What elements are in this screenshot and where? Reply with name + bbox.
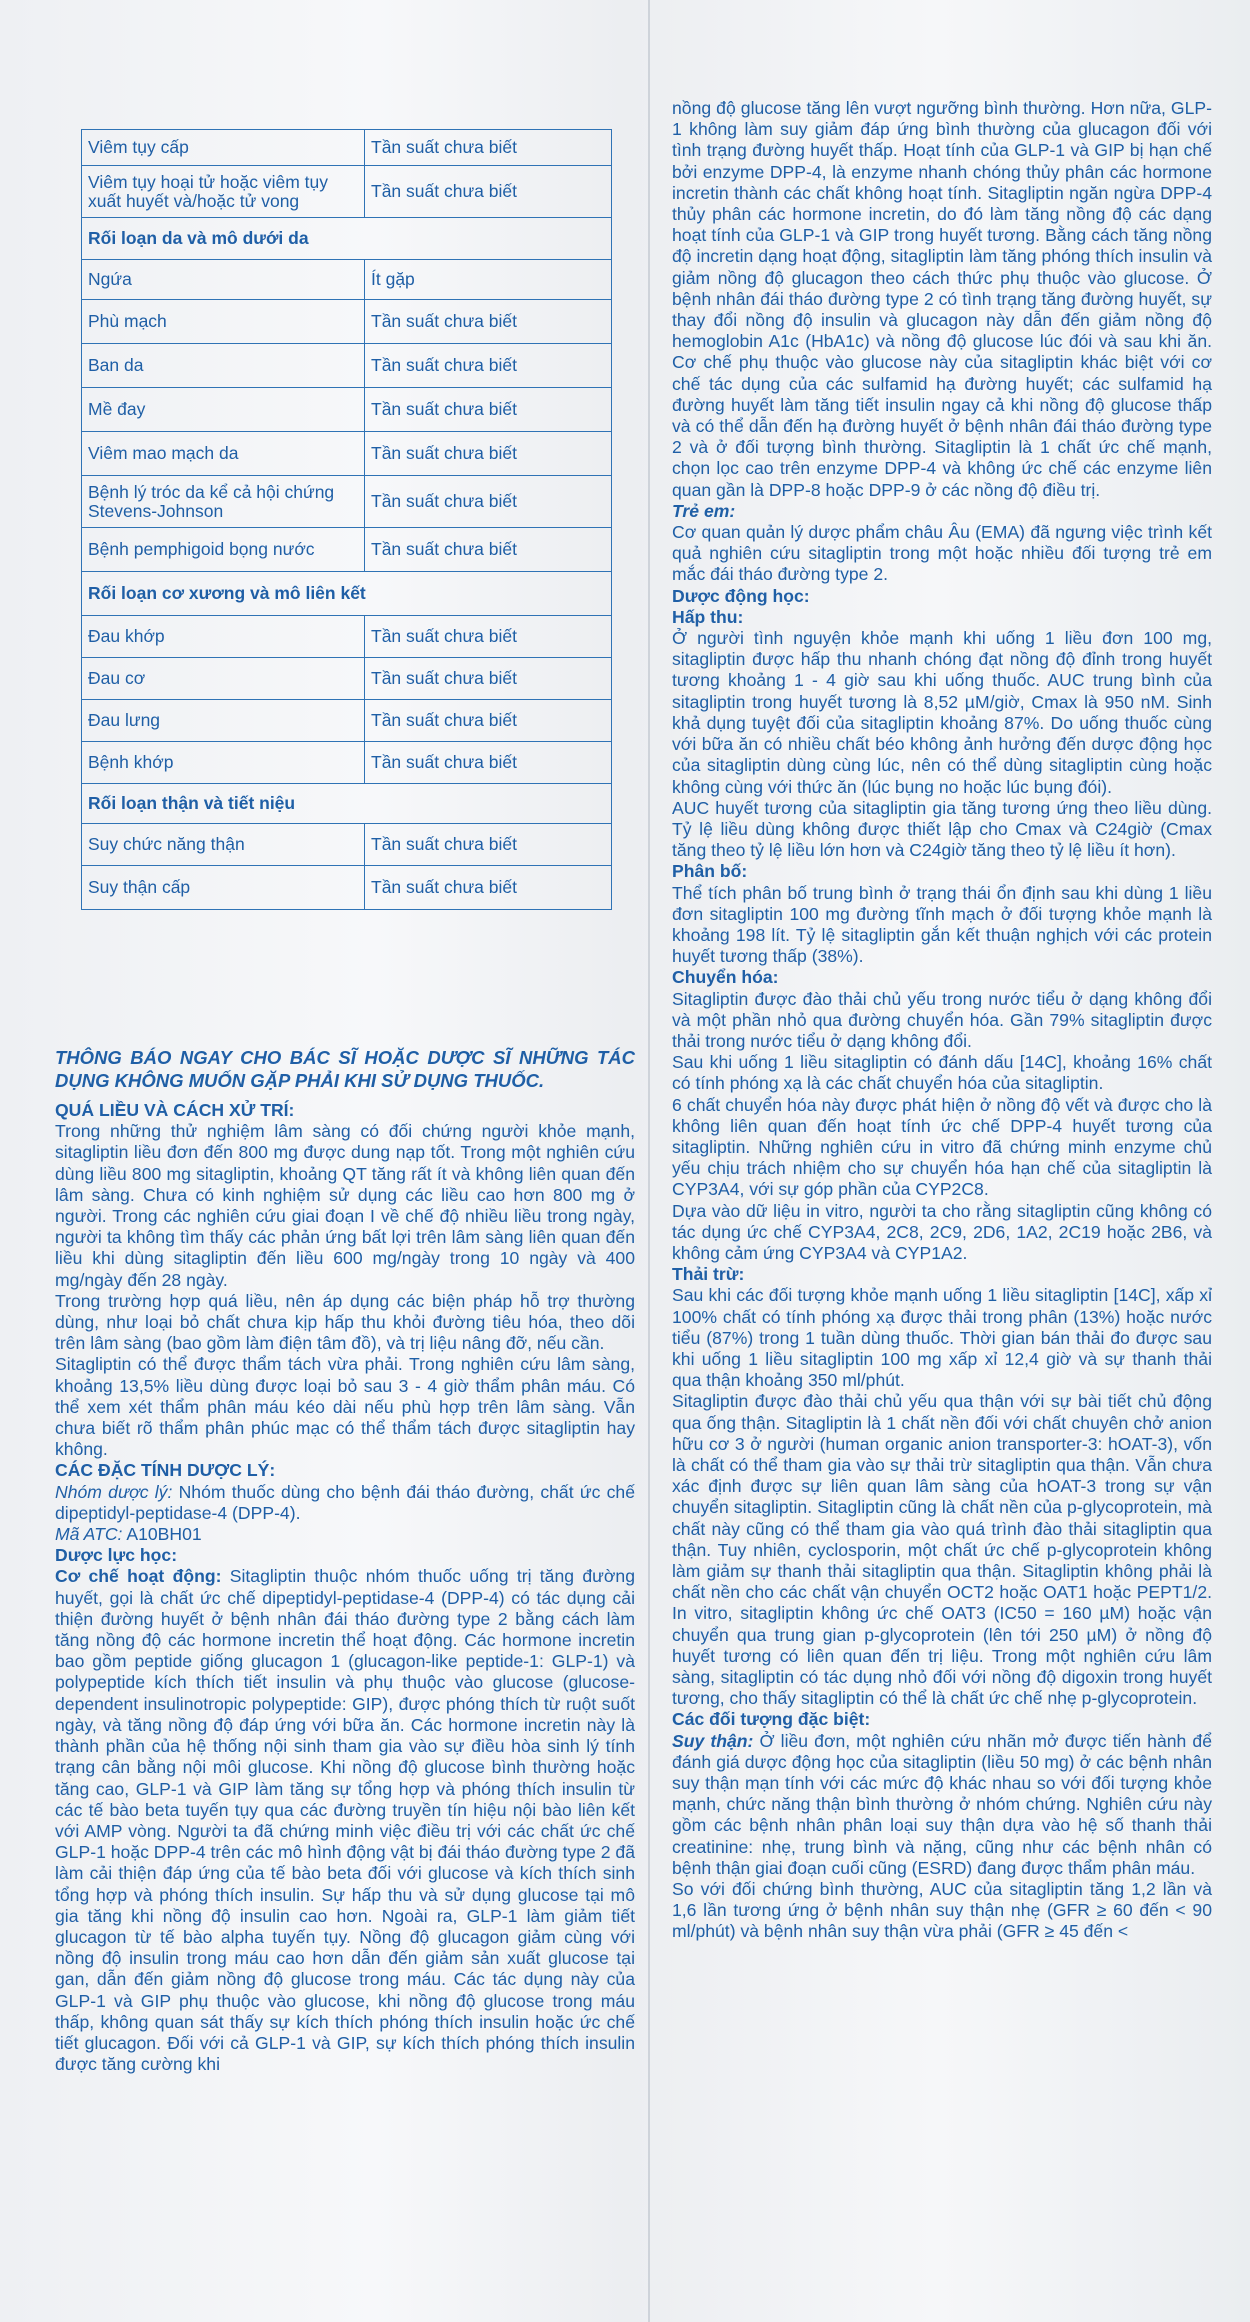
- absorption-heading: Hấp thu:: [672, 606, 744, 627]
- overdose-heading: QUÁ LIỀU VÀ CÁCH XỬ TRÍ:: [55, 1100, 295, 1120]
- adverse-effect-name: Viêm tụy hoại tử hoặc viêm tụy xuất huyết và/hoặc tử vong: [82, 166, 365, 218]
- adverse-effect-name: Đau cơ: [82, 658, 365, 700]
- section-title: Rối loạn da và mô dưới da: [82, 218, 612, 260]
- adverse-effect-name: Bệnh lý tróc da kể cả hội chứng Stevens-Johnson: [82, 476, 365, 528]
- frequency-cell: Ít gặp: [365, 260, 612, 300]
- renal-impairment-label: Suy thận:: [672, 1730, 754, 1751]
- mechanism-label: Cơ chế hoạt động:: [55, 1566, 222, 1587]
- table-row: [82, 388, 612, 432]
- section-title: Rối loạn thận và tiết niệu: [82, 784, 612, 824]
- section-title: Rối loạn cơ xương và mô liên kết: [82, 572, 612, 616]
- pharmacologic-group-label: Nhóm dược lý:: [55, 1481, 173, 1502]
- metabolism-heading: Chuyển hóa:: [672, 967, 779, 988]
- frequency-cell: Tần suất chưa biết: [365, 166, 612, 218]
- absorption-paragraph-1: Ở người tình nguyện khỏe mạnh khi uống 1 liều đơn 100 mg, sitagliptin được hấp thu nhanh chóng đạt nồng độ đỉnh trong huyết tương khoảng 1 - 4 giờ sau khi uống thuốc. AUC trung bình của sitagliptin trong huyết tương là 8,52 µM/giờ, Cmax là 950 nM. Sinh khả dụng tuyệt đối của sitagliptin khoảng 87%. Do uống thuốc cùng với bữa ăn có nhiều chất béo không ảnh hưởng đến dược động học của sitagliptin dùng cùng lúc, nên có thể dùng sitagliptin cùng hoặc không cùng với thức ăn (lúc bụng no hoặc lúc bụng đói).: [672, 628, 1212, 797]
- adverse-effects-table: [81, 129, 612, 910]
- elimination-heading: Thải trừ:: [672, 1264, 745, 1285]
- renal-impairment-paragraph-2: So với đối chứng bình thường, AUC của sitagliptin tăng 1,2 lần và 1,6 lần tương ứng ở bệnh nhân suy thận nhẹ (GFR ≥ 60 đến < 90 ml/phút) và bệnh nhân suy thận vừa phải (GFR ≥ 45 đến <: [672, 1879, 1212, 1942]
- metabolism-paragraph-3: 6 chất chuyển hóa này được phát hiện ở nồng độ vết và được cho là không liên quan đến hoạt tính ức chế DPP-4 huyết tương của sitagliptin. Những nghiên cứu in vitro đã chứng minh enzyme chủ yếu chịu trách nhiệm cho sự chuyển hóa hạn chế của sitagliptin là CYP3A4, với sự góp phần của CYP2C8.: [672, 1094, 1212, 1200]
- pharmacologic-group-text: Nhóm thuốc dùng cho bệnh đái tháo đường, chất ức chế dipeptidyl-peptidase-4 (DPP-4).: [55, 1481, 635, 1523]
- distribution-paragraph: Thể tích phân bố trung bình ở trạng thái ổn định sau khi dùng 1 liều đơn sitagliptin 100 mg đường tĩnh mạch ở đối tượng khỏe mạnh là khoảng 198 lít. Tỷ lệ sitagliptin gắn kết thuận nghịch với các protein huyết tương thấp (38%).: [672, 882, 1212, 967]
- frequency-cell: Tần suất chưa biết: [365, 528, 612, 572]
- frequency-cell: Tần suất chưa biết: [365, 700, 612, 742]
- adverse-effect-name: Ngứa: [82, 260, 365, 300]
- frequency-cell: Tần suất chưa biết: [365, 388, 612, 432]
- adverse-effect-name: Phù mạch: [82, 300, 365, 344]
- adverse-effect-name: Suy chức năng thận: [82, 824, 365, 866]
- table-row: [82, 344, 612, 388]
- overdose-paragraph-1: Trong những thử nghiệm lâm sàng có đối chứng người khỏe mạnh, sitagliptin liều đơn đến 800 mg được dung nạp tốt. Trong một nghiên cứu dùng liều 800 mg sitagliptin, khoảng QT tăng rất ít và không liên quan đến lâm sàng. Chưa có kinh nghiệm sử dụng các liều cao hơn 800 mg ở người. Trong các nghiên cứu giai đoạn I về chế độ nhiều liều trong ngày, người ta không tìm thấy các phản ứng bất lợi trên lâm sàng liên quan đến liều khi dùng sitagliptin đến liều 600 mg/ngày trong 10 ngày và 400 mg/ngày đến 28 ngày.: [55, 1121, 635, 1290]
- metabolism-paragraph-4: Dựa vào dữ liệu in vitro, người ta cho rằng sitagliptin cũng không có tác dụng ức chế CYP3A4, 2C8, 2C9, 2D6, 1A2, 2C19 hoặc 2B6, và không cảm ứng CYP3A4 và CYP1A2.: [672, 1200, 1212, 1263]
- elimination-paragraph-1: Sau khi các đối tượng khỏe mạnh uống 1 liều sitagliptin [14C], xấp xỉ 100% chất có tính phóng xạ được thải trong phân (13%) hoặc nước tiểu (87%) trong 1 tuần dùng thuốc. Thời gian bán thải đo được sau khi uống 1 liều sitagliptin 100 mg xấp xỉ 12,4 giờ và sự thanh thải qua thận khoảng 350 ml/phút.: [672, 1285, 1212, 1391]
- table-row: [82, 616, 612, 658]
- adverse-effect-name: Mề đay: [82, 388, 365, 432]
- pharmacology-heading: CÁC ĐẶC TÍNH DƯỢC LÝ:: [55, 1460, 276, 1481]
- frequency-cell: Tần suất chưa biết: [365, 432, 612, 476]
- table-row: [82, 476, 612, 528]
- adverse-effect-name: Viêm mao mạch da: [82, 432, 365, 476]
- adverse-effect-name: Đau lưng: [82, 700, 365, 742]
- mechanism-text: Sitagliptin thuộc nhóm thuốc uống trị tăng đường huyết, gọi là chất ức chế dipeptidyl-peptidase-4 (DPP-4) có tác dụng cải thiện đường huyết ở bệnh nhân đái tháo đường type 2 bằng cách làm tăng nồng độ các hormone incretin thể hoạt động. Các hormone incretin bao gồm peptide giống glucagon 1 (glucagon-like peptide-1: GLP-1) và polypeptide kích thích tiết insulin và phụ thuộc vào glucose (glucose-dependent insulinotropic polypeptide: GIP), được phóng thích từ ruột suốt ngày, và tăng nồng độ đáp ứng với bữa ăn. Các hormone incretin này là thành phần của hệ thống nội sinh tham gia vào sự điều hòa sinh lý tính trạng cân bằng nội môi glucose. Khi nồng độ glucose bình thường hoặc tăng cao, GLP-1 và GIP làm tăng sự tổng hợp và phóng thích insulin từ các tế bào beta tuyến tụy qua các đường truyền tín hiệu nội bào liên kết với AMP vòng. Người ta đã chứng minh việc điều trị với các chất ức chế GLP-1 hoặc DPP-4 trên các mô hình động vật bị đái tháo đường type 2 đã làm cải thiện đáp ứng của tế bào beta đối với glucose và kích thích sinh tổng hợp và phóng thích insulin. Sự hấp thu và sử dụng glucose tại mô gia tăng khi nồng độ insulin cao hơn. Ngoài ra, GLP-1 làm giảm tiết glucagon từ tế bào alpha tuyến tụy. Nồng độ glucagon giảm cùng với nồng độ insulin trong máu cao hơn dẫn đến giảm sản xuất glucose tại gan, dẫn đến giảm nồng độ glucose trong máu. Các tác dụng này của GLP-1 và GIP phụ thuộc vào glucose, khi nồng độ glucose trong máu thấp, không quan sát thấy sự kích thích phóng thích insulin hoặc ức chế tiết glucagon. Đối với cả GLP-1 và GIP, sự kích thích phóng thích insulin được tăng cường khi: [55, 1566, 636, 2075]
- table-section-row: [82, 218, 612, 260]
- table-row: [82, 658, 612, 700]
- mechanism-of-action: [55, 1566, 635, 2075]
- frequency-cell: Tần suất chưa biết: [365, 742, 612, 784]
- metabolism-paragraph-1: Sitagliptin được đào thải chủ yếu trong nước tiểu ở dạng không đổi và một phần nhỏ qua đường chuyển hóa. Gần 79% sitagliptin được thải trong nước tiểu ở dạng không đổi.: [672, 988, 1212, 1051]
- frequency-cell: Tần suất chưa biết: [365, 616, 612, 658]
- table-section-row: [82, 784, 612, 824]
- page-fold: [648, 0, 650, 2322]
- special-populations-heading: Các đối tượng đặc biệt:: [672, 1709, 871, 1730]
- atc-code-label: Mã ATC:: [55, 1524, 123, 1545]
- atc-code: [55, 1524, 635, 1545]
- atc-code-text: A10BH01: [122, 1524, 202, 1545]
- metabolism-paragraph-2: Sau khi uống 1 liều sitagliptin có đánh dấu [14C], khoảng 16% chất có tính phóng xạ là các chất chuyển hóa của sitagliptin.: [672, 1052, 1212, 1094]
- pharmacokinetics-heading: Dược động học:: [672, 585, 810, 606]
- table-row: [82, 700, 612, 742]
- frequency-cell: Tần suất chưa biết: [365, 658, 612, 700]
- overdose-paragraph-3: Sitagliptin có thể được thẩm tách vừa phải. Trong nghiên cứu lâm sàng, khoảng 13,5% liều dùng được loại bỏ sau 3 - 4 giờ thẩm phân máu. Có thể xem xét thẩm phân máu kéo dài nếu phù hợp trên lâm sàng. Vẫn chưa biết rõ thẩm phân phúc mạc có thể thẩm tách được sitagliptin hay không.: [55, 1354, 635, 1460]
- table-row: [82, 824, 612, 866]
- mechanism-continued: nồng độ glucose tăng lên vượt ngưỡng bình thường. Hơn nữa, GLP-1 không làm suy giảm đáp ứng bình thường của glucagon đối với tình trạng đường huyết thấp. Hoạt tính của GLP-1 và GIP bị hạn chế bởi enzyme DPP-4, là enzyme nhanh chóng thủy phân các hormone incretin thành các chất không hoạt tính. Sitagliptin ngăn ngừa DPP-4 thủy phân các hormone incretin, do đó làm tăng nồng độ các dạng hoạt tính của GLP-1 và GIP trong huyết tương. Bằng cách tăng nồng độ incretin dạng hoạt động, sitagliptin làm tăng phóng thích insulin và giảm nồng độ glucagon theo cách thức phụ thuộc vào glucose. Ở bệnh nhân đái tháo đường type 2 có tình trạng tăng đường huyết, sự thay đổi nồng độ insulin và glucagon này dẫn đến giảm nồng độ hemoglobin A1c (HbA1c) và nồng độ glucose lúc đói và sau khi ăn. Cơ chế phụ thuộc vào glucose này của sitagliptin khác biệt với cơ chế tác dụng của các sulfamid hạ đường huyết; các sulfamid hạ đường huyết làm tăng tiết insulin ngay cả khi nồng độ glucose thấp và có thể dẫn đến hạ đường huyết ở bệnh nhân đái tháo đường type 2 và ở đối tượng bình thường. Sitagliptin là 1 chất ức chế mạnh, chọn lọc cao trên enzyme DPP-4 và không ức chế các enzyme liên quan gần là DPP-8 hoặc DPP-9 ở các nồng độ điều trị.: [672, 98, 1212, 500]
- pharmacologic-group: [55, 1482, 635, 1524]
- table-row: [82, 432, 612, 476]
- frequency-cell: Tần suất chưa biết: [365, 130, 612, 166]
- adverse-effect-name: Đau khớp: [82, 616, 365, 658]
- table-row: [82, 260, 612, 300]
- frequency-cell: Tần suất chưa biết: [365, 476, 612, 528]
- table-row: [82, 866, 612, 910]
- frequency-cell: Tần suất chưa biết: [365, 866, 612, 910]
- children-heading: Trẻ em:: [672, 500, 736, 521]
- warning-notice: THÔNG BÁO NGAY CHO BÁC SĨ HOẶC DƯỢC SĨ NHỮNG TÁC DỤNG KHÔNG MUỐN GẶP PHẢI KHI SỬ DỤNG THUỐC.: [55, 1047, 635, 1091]
- elimination-paragraph-2: Sitagliptin được đào thải chủ yếu qua thận với sự bài tiết chủ động qua ống thận. Sitagliptin là 1 chất nền đối với chất chuyên chở anion hữu cơ 3 ở người (human organic anion transporter-3: hOAT-3), vốn là chất có thể tham gia vào sự thải trừ sitagliptin qua thận. Vẫn chưa xác định được sự liên quan lâm sàng của hOAT-3 trong sự vận chuyển sitagliptin. Sitagliptin cũng là chất nền của p-glycoprotein, mà chất này cũng có thể tham gia vào quá trình đào thải sitagliptin qua thận. Tuy nhiên, cyclosporin, một chất ức chế p-glycoprotein không làm giảm sự thanh thải sitagliptin qua thận. Sitagliptin không phải là chất nền cho các chất vận chuyển OCT2 hoặc OAT1 hoặc PEPT1/2. In vitro, sitagliptin không ức chế OAT3 (IC50 = 160 µM) hoặc vận chuyển qua trung gian p-glycoprotein (lên tới 250 µM) ở nồng độ huyết tương có liên quan đến trị liệu. Trong một nghiên cứu lâm sàng, sitagliptin có tác dụng nhỏ đối với nồng độ digoxin trong huyết tương, cho thấy sitagliptin có thể là chất ức chế nhẹ p-glycoprotein.: [672, 1391, 1212, 1709]
- frequency-cell: Tần suất chưa biết: [365, 824, 612, 866]
- frequency-cell: Tần suất chưa biết: [365, 344, 612, 388]
- adverse-effect-name: Viêm tụy cấp: [82, 130, 365, 166]
- adverse-effect-name: Bệnh pemphigoid bọng nước: [82, 528, 365, 572]
- absorption-paragraph-2: AUC huyết tương của sitagliptin gia tăng tương ứng theo liều dùng. Tỷ lệ liều dùng không được thiết lập cho Cmax và C24giờ (Cmax tăng theo tỷ lệ liều lớn hơn và C24giờ tăng theo tỷ lệ liều ít hơn).: [672, 797, 1212, 861]
- adverse-effect-name: Bệnh khớp: [82, 742, 365, 784]
- table-row: [82, 130, 612, 166]
- adverse-effects-table-body: [82, 130, 612, 910]
- right-column: [672, 98, 1212, 1943]
- table-row: [82, 528, 612, 572]
- table-section-row: [82, 572, 612, 616]
- overdose-paragraph-2: Trong trường hợp quá liều, nên áp dụng các biện pháp hỗ trợ thường dùng, như loại bỏ chất chưa kịp hấp thu khỏi đường tiêu hóa, theo dõi trên lâm sàng (bao gồm làm điện tâm đồ), và trị liệu nâng đỡ, nếu cần.: [55, 1290, 635, 1354]
- left-column: [55, 1046, 635, 2075]
- adverse-effect-name: Ban da: [82, 344, 365, 388]
- renal-impairment: [672, 1731, 1212, 1879]
- table-row: [82, 300, 612, 344]
- pharmacodynamics-heading: Dược lực học:: [55, 1545, 178, 1566]
- table-row: [82, 166, 612, 218]
- distribution-heading: Phân bố:: [672, 861, 748, 882]
- children-text: Cơ quan quản lý dược phẩm châu Âu (EMA) đã ngưng việc trình kết quả nghiên cứu sitagliptin trong một hoặc nhiều đối tượng trẻ em mắc đái tháo đường type 2.: [672, 522, 1212, 585]
- table-row: [82, 742, 612, 784]
- renal-impairment-text: Ở liều đơn, một nghiên cứu nhãn mở được tiến hành để đánh giá dược động học của sitagliptin (liều 50 mg) ở các bệnh nhân suy thận mạn tính với các mức độ khác nhau so với đối tượng khỏe mạnh, chức năng thận bình thường ở nhóm chứng. Nghiên cứu này gồm các bệnh nhân phân loại suy thận dựa vào hệ số thanh thải creatinine: nhẹ, trung bình và nặng, cũng như các bệnh nhân có bệnh thận giai đoạn cuối cũng (ESRD) đang được thẩm phân máu.: [672, 1730, 1212, 1878]
- adverse-effect-name: Suy thận cấp: [82, 866, 365, 910]
- frequency-cell: Tần suất chưa biết: [365, 300, 612, 344]
